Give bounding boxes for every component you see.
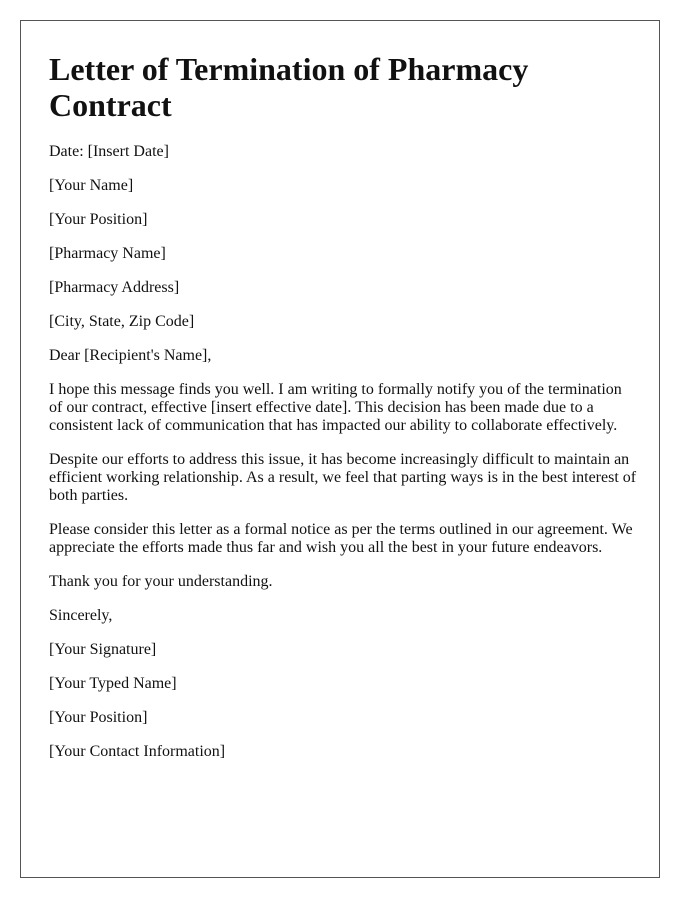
body-paragraph-2: Despite our efforts to address this issue, it has become increasingly difficult to maintain an efficient working relationship. As a result, we feel that parting ways is in the best interest of both parties. <box>49 451 637 504</box>
sender-name: [Your Name] <box>49 177 134 194</box>
letter-date: Date: [Insert Date] <box>49 143 169 160</box>
body-paragraph-3: Please consider this letter as a formal notice as per the terms outlined in our agreement. We appreciate the efforts made thus far and wish you all the best in your future endeavors. <box>49 521 633 556</box>
letter-page <box>20 20 660 878</box>
pharmacy-address: [Pharmacy Address] <box>49 279 180 296</box>
letter-content <box>49 51 639 777</box>
pharmacy-name: [Pharmacy Name] <box>49 245 166 262</box>
letter-title: Letter of Termination of Pharmacy Contract <box>49 51 529 123</box>
signer-position: [Your Position] <box>49 709 148 726</box>
body-paragraph-1: I hope this message finds you well. I am writing to formally notify you of the termination of our contract, effective [insert effective date]. This decision has been made due to a consistent lack of communication that has impacted our ability to collaborate effectively. <box>49 381 622 434</box>
sender-position: [Your Position] <box>49 211 148 228</box>
closing: Sincerely, <box>49 607 113 624</box>
typed-name: [Your Typed Name] <box>49 675 177 692</box>
contact-information: [Your Contact Information] <box>49 743 226 760</box>
signature-placeholder: [Your Signature] <box>49 641 157 658</box>
city-state-zip: [City, State, Zip Code] <box>49 313 195 330</box>
salutation: Dear [Recipient's Name], <box>49 347 212 364</box>
body-paragraph-4: Thank you for your understanding. <box>49 573 273 590</box>
